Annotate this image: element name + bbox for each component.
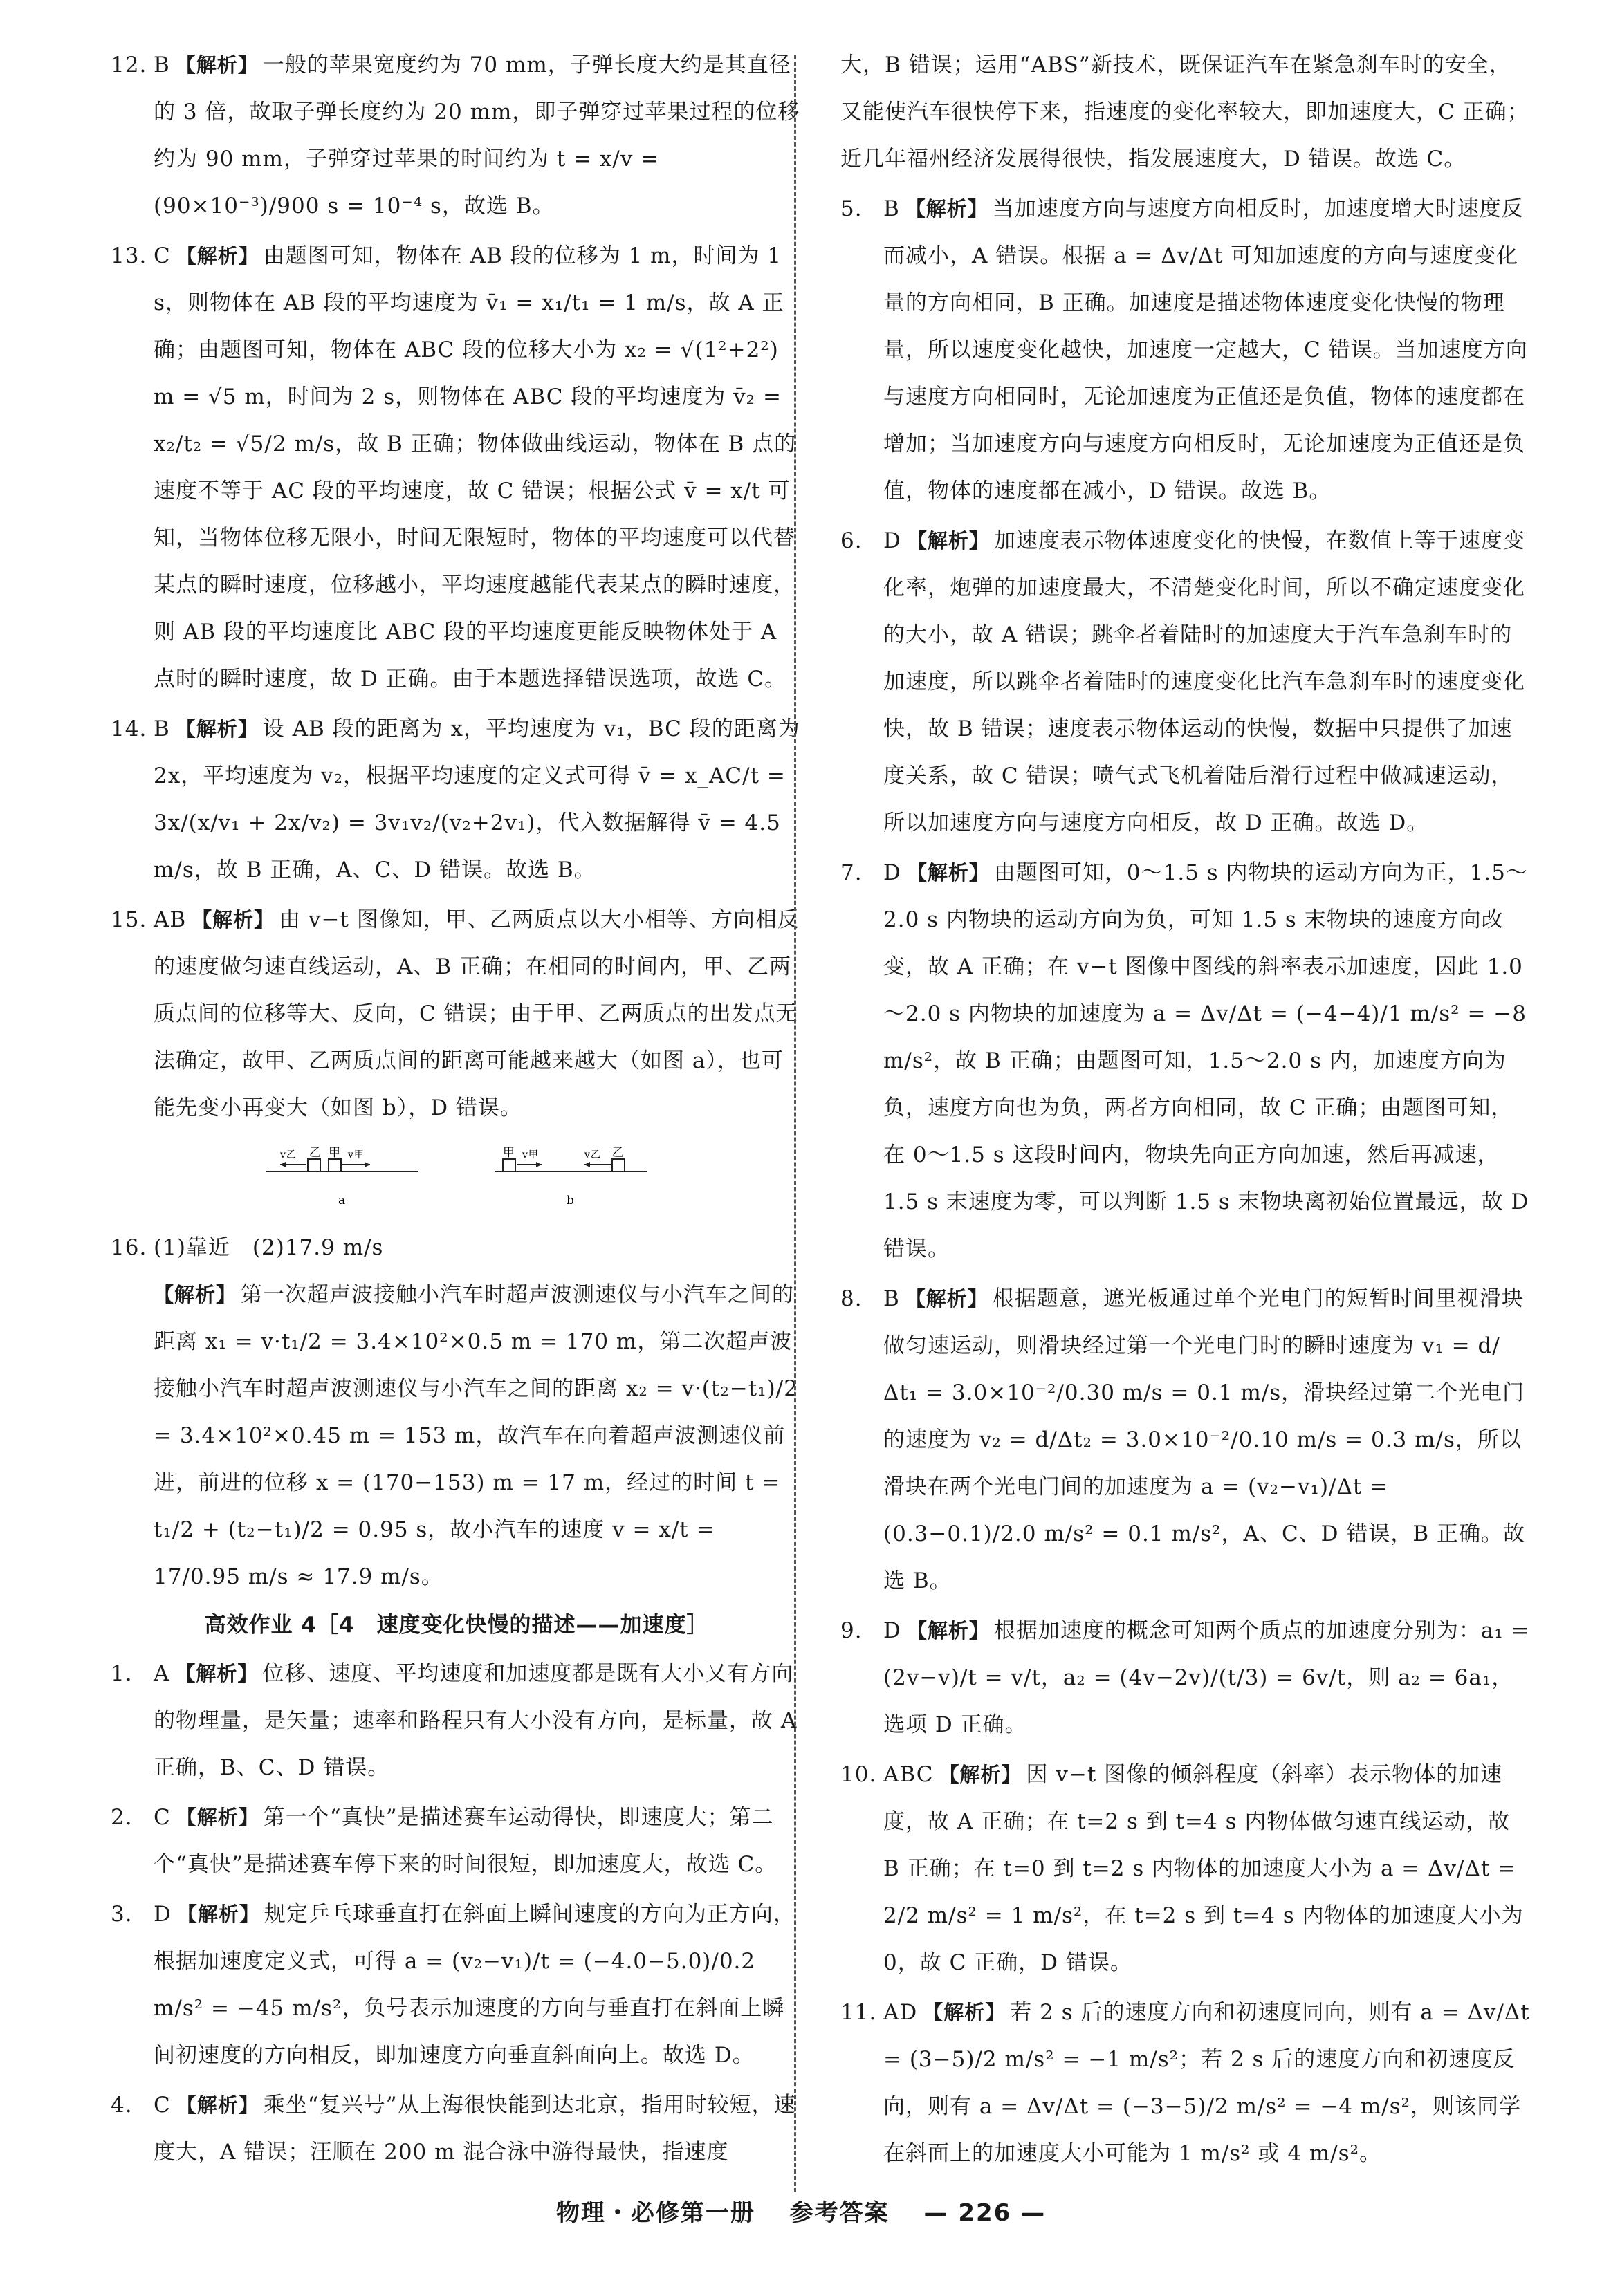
item-text: 位移、速度、平均速度和加速度都是既有大小又有方向的物理量，是矢量；速率和路程只有大小没有方向，是标量，故 A 正确，B、C、D 错误。: [154, 1661, 798, 1780]
item-answer: AB: [154, 907, 187, 932]
item-answer: C: [154, 243, 171, 268]
right-column: [840, 41, 1532, 2180]
item-text: 大，B 错误；运用“ABS”新技术，既保证汽车在紧急刹车时的安全，又能使汽车很快停下来，指速度的变化率较大，即加速度大，C 正确；近几年福州经济发展得很快，指发展速度大，D 错误。故选 C。: [840, 53, 1529, 172]
jia-label: 甲: [329, 1146, 341, 1160]
item-answer: B: [154, 53, 170, 77]
item-number: 4.: [111, 2093, 133, 2118]
figure-b-label: b: [567, 1194, 575, 1207]
item-number: 10.: [840, 1762, 877, 1787]
answer-item-10: [840, 1751, 1532, 1986]
item-text: 当加速度方向与速度方向相反时，加速度增大时速度反而减小，A 错误。根据 a = Δv/Δt 可知加速度的方向与速度变化量的方向相同，B 正确。加速度是描述物体速度变化快慢的物理量，所以速度变化越快，加速度一定越大，C 错误。当加速度方向与速度方向相同时，无论加速度为正值还是负值，物体的速度都在增加；当加速度方向与速度方向相反时，无论加速度为正值还是负值，物体的速度都在减小，D 错误。故选 B。: [883, 196, 1528, 503]
item-number: 13.: [111, 243, 147, 268]
item-answer: C: [154, 2093, 171, 2118]
figure-a-label: a: [338, 1194, 347, 1207]
item-answer: AD: [883, 2000, 918, 2025]
item-text: 第一个“真快”是描述赛车运动得快，即速度大；第二个“真快”是描述赛车停下来的时间很短，即加速度大，故选 C。: [154, 1805, 777, 1877]
analysis-tag: 【解析】: [905, 197, 988, 221]
item-number: 12.: [111, 53, 147, 77]
item-text: 因 v−t 图像的倾斜程度（斜率）表示物体的加速度，故 A 正确；在 t=2 s 到 t=4 s 内物体做匀速直线运动，故 B 正确；在 t=0 到 t=2 s 内物体的加速度大小为 a = Δv/Δt = 2/2 m/s² = 1 m/s²，在 t=2 s 到 t=4 s 内物体的加速度大小为 0，故 C 正确，D 错误。: [883, 1762, 1524, 1975]
item-number: 11.: [840, 2000, 877, 2025]
item-number: 6.: [840, 528, 863, 553]
analysis-tag: 【解析】: [939, 1763, 1022, 1786]
page-footer: [0, 2194, 1602, 2228]
item-number: 3.: [111, 1902, 133, 1927]
analysis-tag: 【解析】: [905, 1287, 988, 1311]
item-number: 16.: [111, 1235, 147, 1260]
item-text: 根据题意，遮光板通过单个光电门的短暂时间里视滑块做匀速运动，则滑块经过第一个光电门时的瞬时速度为 v₁ = d/Δt₁ = 3.0×10⁻²/0.30 m/s = 0.1 m/s，滑块经过第二个光电门的速度为 v₂ = d/Δt₂ = 3.0×10⁻²/0.10 m/s = 0.3 m/s，所以滑块在两个光电门间的加速度为 a = (v₂−v₁)/Δt = (0.3−0.1)/2.0 m/s² = 0.1 m/s²，A、C、D 错误，B 正确。故选 B。: [883, 1286, 1525, 1593]
analysis-tag: 【解析】: [906, 861, 990, 885]
item-number: 1.: [111, 1661, 133, 1686]
item-text: 根据加速度的概念可知两个质点的加速度分别为：a₁ = (2v−v)/t = v/t，a₂ = (4v−2v)/(t/3) = 6v/t，则 a₂ = 6a₁，选项 D 正确。: [883, 1618, 1530, 1737]
item-text: 规定乒乓球垂直打在斜面上瞬间速度的方向为正方向，根据加速度定义式，可得 a = (v₂−v₁)/t = (−4.0−5.0)/0.2 m/s² = −45 m/s²，负号表示加速度的方向与垂直打在斜面上瞬间初速度的方向相反，即加速度方向垂直斜面向上。故选 D。: [154, 1902, 795, 2068]
answer-item-7: [840, 849, 1532, 1272]
item-answer: A: [154, 1661, 170, 1686]
velocity-jia-label: v甲: [522, 1149, 539, 1160]
analysis-tag: 【解析】: [176, 1806, 259, 1829]
analysis-tag: 【解析】: [175, 53, 259, 77]
item-text: 由题图可知，0～1.5 s 内物块的运动方向为正，1.5～2.0 s 内物块的运动方向为负，可知 1.5 s 末物块的速度方向改变，故 A 正确；在 v−t 图像中图线的斜率表示加速度，因此 1.0～2.0 s 内物块的加速度为 a = Δv/Δt = (−4−4)/1 m/s² = −8 m/s²，故 B 正确；由题图可知，1.5～2.0 s 内，加速度方向为负，速度方向也为负，两者方向相同，故 C 正确；由题图可知，在 0～1.5 s 这段时间内，物块先向正方向加速，然后再减速，1.5 s 末速度为零，可以判断 1.5 s 末物块离初始位置最远，故 D 错误。: [883, 860, 1529, 1261]
figure-a: [259, 1138, 425, 1214]
answer-item-4: [111, 2082, 802, 2176]
item-number: 7.: [840, 860, 863, 885]
item-text: 加速度表示物体速度变化的快慢，在数值上等于速度变化率，炮弹的加速度最大，不清楚变化时间，所以不确定速度变化的大小，故 A 错误；跳伞者着陆时的加速度大于汽车急刹车时的加速度，所以跳伞者着陆时的速度变化比汽车急刹车时的速度变化快，故 B 错误；速度表示物体运动的快慢，数据中只提供了加速度关系，故 C 错误；喷气式飞机着陆后滑行过程中做减速运动，所以加速度方向与速度方向相反，故 D 正确。故选 D。: [883, 528, 1525, 835]
item-text: 第一次超声波接触小汽车时超声波测速仪与小汽车之间的距离 x₁ = v·t₁/2 = 3.4×10²×0.5 m = 170 m，第二次超声波接触小汽车时超声波测速仪与小汽车之间的距离 x₂ = v·(t₂−t₁)/2 = 3.4×10²×0.45 m = 153 m，故汽车在向着超声波测速仪前进，前进的位移 x = (170−153) m = 17 m，经过的时间 t = t₁/2 + (t₂−t₁)/2 = 0.95 s，故小汽车的速度 v = x/t = 17/0.95 m/s ≈ 17.9 m/s。: [154, 1282, 798, 1589]
analysis-tag: 【解析】: [176, 244, 259, 268]
item-text: 由 v−t 图像知，甲、乙两质点以大小相等、方向相反的速度做匀速直线运动，A、B 正确；在相同的时间内，甲、乙两质点间的位移等大、反向，C 错误；由于甲、乙两质点的出发点无法确定，故甲、乙两质点间的距离可能越来越大（如图 a），也可能先变小再变大（如图 b），D 错误。: [154, 907, 800, 1120]
answer-item-16: [111, 1224, 802, 1600]
answer-item-15: [111, 896, 802, 1131]
velocity-jia-label: v甲: [348, 1149, 365, 1160]
analysis-tag: 【解析】: [175, 1662, 259, 1685]
left-column: [111, 41, 802, 2178]
page-number: — 226 —: [923, 2199, 1047, 2227]
yi-label: 乙: [309, 1146, 322, 1160]
item-answer: (1)靠近 (2)17.9 m/s: [154, 1235, 384, 1260]
answer-item-14: [111, 705, 802, 894]
answer-item-13: [111, 232, 802, 703]
item-answer: D: [883, 1618, 901, 1643]
answer-item-9: [840, 1607, 1532, 1748]
analysis-tag: 【解析】: [176, 2093, 259, 2117]
answer-item-3: [111, 1891, 802, 2079]
item-answer: ABC: [883, 1762, 934, 1787]
yi-label: 乙: [612, 1146, 625, 1160]
answer-item-4-continued: [840, 41, 1532, 183]
item-text: 设 AB 段的距离为 x，平均速度为 v₁，BC 段的距离为 2x，平均速度为 v₂，根据平均速度的定义式可得 v̄ = x_AC/t = 3x/(x/v₁ + 2x/v₂) = 3v₁v₂/(v₂+2v₁)，代入数据解得 v̄ = 4.5 m/s，故 B 正确，A、C、D 错误。故选 B。: [154, 716, 800, 882]
item-number: 8.: [840, 1286, 863, 1311]
analysis-tag: 【解析】: [192, 908, 275, 932]
motion-figures: [111, 1138, 802, 1214]
item-number: 2.: [111, 1805, 133, 1830]
item-text: 由题图可知，物体在 AB 段的位移为 1 m，时间为 1 s，则物体在 AB 段的平均速度为 v̄₁ = x₁/t₁ = 1 m/s，故 A 正确；由题图可知，物体在 ABC 段的位移大小为 x₂ = √(1²+2²) m = √5 m，时间为 2 s，则物体在 ABC 段的平均速度为 v̄₂ = x₂/t₂ = √5/2 m/s，故 B 正确；物体做曲线运动，物体在 B 点的速度不等于 AC 段的平均速度，故 C 错误；根据公式 v̄ = x/t 可知，当物体位移无限小，时间无限短时，物体的平均速度可以代替某点的瞬时速度，位移越小，平均速度越能代表某点的瞬时速度，则 AB 段的平均速度比 ABC 段的平均速度更能反映物体处于 A 点时的瞬时速度，故 D 正确。由于本题选择错误选项，故选 C。: [154, 243, 797, 692]
item-answer: D: [883, 528, 901, 553]
analysis-tag: 【解析】: [154, 1283, 237, 1306]
analysis-tag: 【解析】: [923, 2001, 1006, 2024]
answer-item-12: [111, 41, 802, 230]
item-answer: C: [154, 1805, 171, 1830]
column-divider: [794, 55, 796, 2192]
item-answer: D: [883, 860, 901, 885]
answer-item-8: [840, 1275, 1532, 1604]
item-text: 乘坐“复兴号”从上海很快能到达北京，指用时较短，速度大，A 错误；汪顺在 200 m 混合泳中游得最快，指速度: [154, 2093, 796, 2165]
answer-item-1: [111, 1650, 802, 1791]
analysis-tag: 【解析】: [176, 1902, 260, 1926]
item-text: 若 2 s 后的速度方向和初速度同向，则有 a = Δv/Δt = (3−5)/2 m/s² = −1 m/s²；若 2 s 后的速度方向和初速度反向，则有 a = Δv/Δt = (−3−5)/2 m/s² = −4 m/s²，则该同学在斜面上的加速度大小可能为 1 m/s² 或 4 m/s²。: [883, 2000, 1530, 2166]
analysis-tag: 【解析】: [906, 1619, 990, 1642]
footer-section: 参考答案: [789, 2199, 890, 2227]
item-number: 15.: [111, 907, 147, 932]
footer-subject: 物理・必修第一册: [555, 2199, 755, 2227]
item-answer: B: [883, 196, 900, 221]
item-number: 14.: [111, 716, 147, 741]
item-text: 一般的苹果宽度约为 70 mm，子弹长度大约是其直径的 3 倍，故取子弹长度约为 20 mm，即子弹穿过苹果过程的位移约为 90 mm，子弹穿过苹果的时间约为 t = x/v = (90×10⁻³)/900 s = 10⁻⁴ s，故选 B。: [154, 53, 800, 219]
answer-item-11: [840, 1989, 1532, 2177]
answer-item-6: [840, 517, 1532, 846]
item-answer: B: [883, 1286, 900, 1311]
item-number: 5.: [840, 196, 863, 221]
answer-item-5: [840, 185, 1532, 515]
answer-item-2: [111, 1794, 802, 1888]
velocity-yi-label: v乙: [584, 1149, 601, 1160]
figure-b: [488, 1138, 654, 1214]
section-title: 高效作业 4［4 速度变化快慢的描述——加速度］: [204, 1613, 709, 1638]
item-number: 9.: [840, 1618, 863, 1643]
jia-label: 甲: [503, 1146, 515, 1160]
analysis-tag: 【解析】: [175, 717, 259, 741]
item-answer: B: [154, 716, 170, 741]
analysis-tag: 【解析】: [906, 529, 990, 553]
item-answer: D: [154, 1902, 172, 1927]
velocity-yi-label: v乙: [280, 1149, 297, 1160]
